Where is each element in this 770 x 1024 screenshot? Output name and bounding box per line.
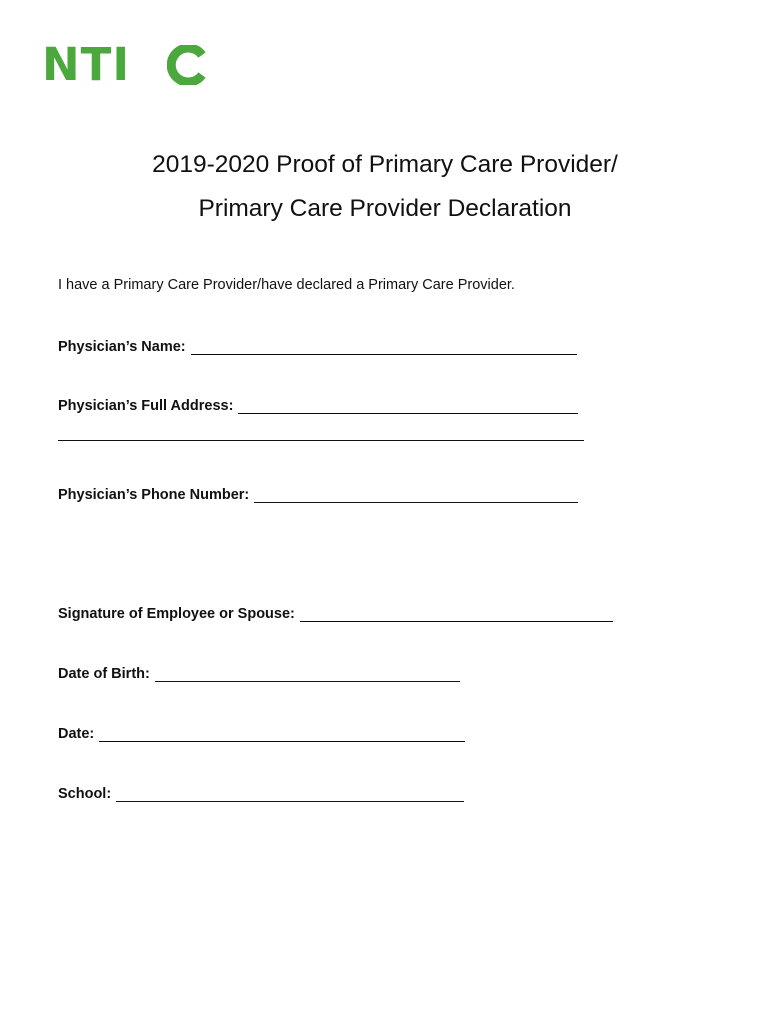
- signature-line[interactable]: [300, 621, 613, 622]
- physician-phone-field[interactable]: [58, 484, 578, 504]
- declaration-statement: I have a Primary Care Provider/have declared a Primary Care Provider.: [58, 277, 515, 293]
- physician-name-label: Physician’s Name:: [58, 339, 186, 355]
- date-field[interactable]: [58, 723, 465, 743]
- date-of-birth-line[interactable]: [155, 681, 460, 682]
- physician-phone-label: Physician’s Phone Number:: [58, 487, 250, 503]
- physician-address-line-2[interactable]: [58, 440, 584, 441]
- ntic-logo: [42, 38, 210, 106]
- form-title-line-1: 2019-2020 Proof of Primary Care Provider/: [152, 151, 618, 178]
- school-label: School:: [58, 786, 112, 802]
- physician-name-field[interactable]: [58, 336, 577, 356]
- date-of-birth-label: Date of Birth:: [58, 666, 150, 682]
- physician-name-line[interactable]: [191, 354, 577, 355]
- signature-field[interactable]: [58, 603, 613, 623]
- heartbeat-c-icon: [167, 45, 207, 85]
- physician-address-field[interactable]: [58, 395, 578, 415]
- physician-address-line[interactable]: [238, 413, 578, 414]
- form-title-line-2: Primary Care Provider Declaration: [198, 195, 572, 222]
- school-field[interactable]: [58, 783, 464, 803]
- date-of-birth-field[interactable]: [58, 663, 460, 683]
- date-line[interactable]: [99, 741, 465, 742]
- physician-address-label: Physician’s Full Address:: [58, 398, 234, 414]
- school-line[interactable]: [116, 801, 464, 802]
- signature-label: Signature of Employee or Spouse:: [58, 606, 295, 622]
- date-label: Date:: [58, 726, 95, 742]
- logo-wordmark: NTI: [42, 38, 131, 91]
- physician-phone-line[interactable]: [254, 502, 578, 503]
